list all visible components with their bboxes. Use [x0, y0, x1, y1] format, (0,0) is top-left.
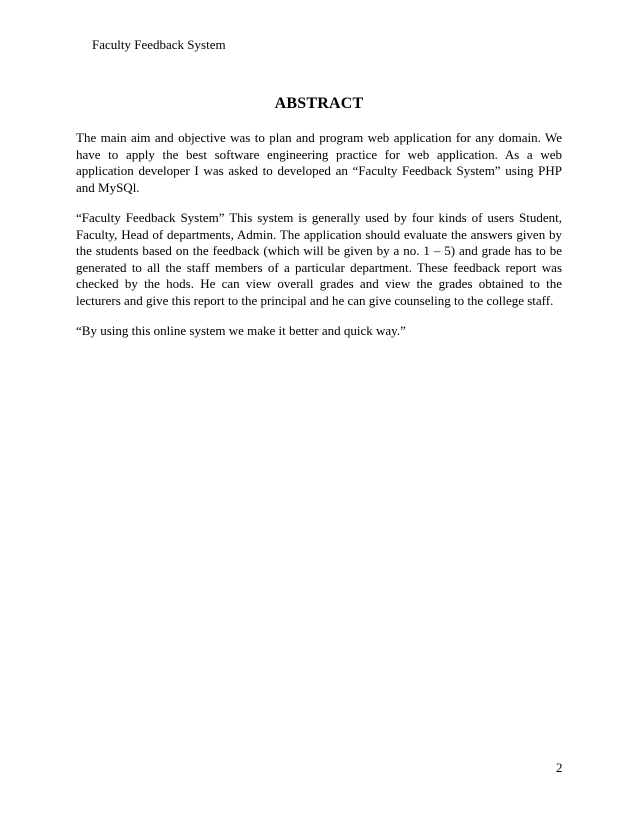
abstract-body — [76, 130, 562, 354]
page-number: 2 — [556, 760, 563, 775]
abstract-paragraph-3: “By using this online system we make it better and quick way.” — [76, 323, 406, 338]
abstract-paragraph-1: The main aim and objective was to plan and program web application for any domain. We have to apply the best software engineering practice for web application. As a web application developer I was asked to developed an “Faculty Feedback System” using PHP and MySQl. — [76, 130, 562, 195]
page-title: ABSTRACT — [274, 95, 364, 112]
abstract-paragraph-2: “Faculty Feedback System” This system is generally used by four kinds of users Student, Faculty, Head of departments, Admin. The application should evaluate the answers given by the students based on the feedback (which will be given by a no. 1 – 5) and grade has to be generated to all the staff members of a particular department. These feedback report was checked by the hods. He can view overall grades and view the grades obtained to the lecturers and give this report to the principal and he can give counseling to the college staff. — [76, 210, 562, 308]
running-header: Faculty Feedback System — [92, 37, 226, 52]
